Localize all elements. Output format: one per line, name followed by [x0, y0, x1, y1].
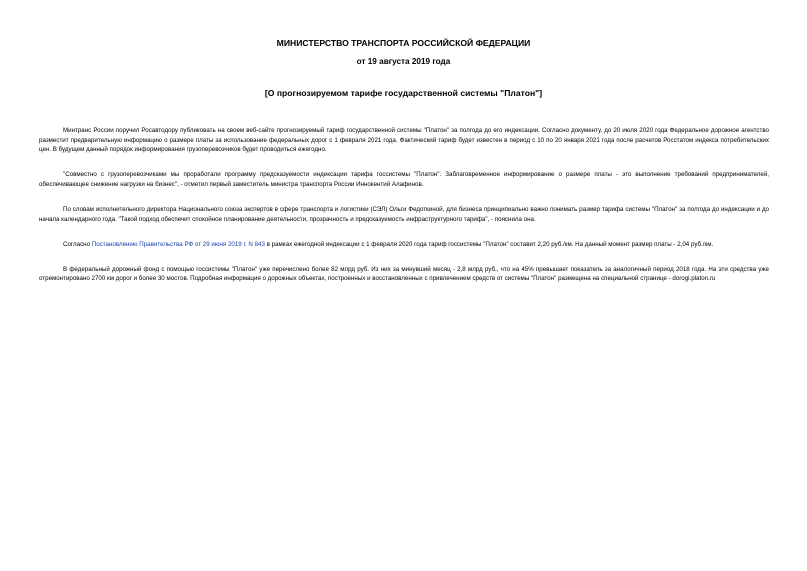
paragraph-5: В федеральный дорожный фонд с помощью госсистемы "Платон" уже перечислено более 82 млрд руб. Из них за минувший месяц - 2,8 млрд руб., что на 45% превышает показатель за аналогичный период 2018 года. На эти средства уже отремонтировано 2700 км дорог и более 30 мостов. Подробная информация о дорожных объектах, построенных и восстановленных с привлечением средств от системы "Платон" размещена на специальной странице - dorogi.platon.ru: [39, 265, 769, 283]
document-title: [О прогнозируемом тарифе государственной системы "Платон"]: [264, 88, 543, 98]
paragraph-4-rest: в рамках ежегодной индексации с 1 февраля 2020 года тариф госсистемы "Платон" составит 2,20 руб./км. На данный момент размер платы - 2,04 руб./км.: [264, 240, 714, 248]
document-body: [39, 126, 769, 299]
document-date: от 19 августа 2019 года: [356, 57, 451, 66]
paragraph-4-lead: Согласно: [63, 240, 92, 248]
ministry-heading: МИНИСТЕРСТВО ТРАНСПОРТА РОССИЙСКОЙ ФЕДЕРАЦИИ: [276, 38, 531, 48]
paragraph-1: Минтранс России поручил Росавтодору публиковать на своем веб-сайте прогнозируемый тариф государственной системы "Платон" за полгода до его индексации. Согласно документу, до 20 июля 2020 года Федеральное дорожное агентство разместит предварительную информацию о размере платы за использование федеральных дорог с 1 февраля 2021 года. Фактический тариф будет известен в период с 10 по 20 января 2021 года после расчетов Росстатом индекса потребительских цен. В будущем данный порядок информирования грузоперевозчиков будет проводиться ежегодно.: [39, 127, 769, 154]
paragraph-3: По словам исполнительного директора Национального союза экспертов в сфере транспорта и логистики (СЭЛ) Ольги Федоткиной, для бизнеса принципиально важно понимать размер тарифа системы "Платон" за полгода до индексации и до начала календарного года. "Такой подход обеспечит спокойное планирование деятельности, прозрачность и предсказуемость инфраструктурного тарифа", - пояснила она.: [39, 205, 769, 223]
decree-link[interactable]: Постановлению Правительства РФ от 29 июня 2019 г. N 843: [91, 240, 265, 248]
paragraph-2: "Совместно с грузоперевозчиками мы проработали программу предсказуемости индексации тарифа госсистемы "Платон". Заблаговременное информирование о размере платы - это выполнение требований предпринимателей, обеспечивающее снижение нагрузки на бизнес", - отметил первый заместитель министра транспорта России Иннокентий Алафинов.: [39, 171, 769, 188]
paragraph-4: [39, 240, 769, 250]
